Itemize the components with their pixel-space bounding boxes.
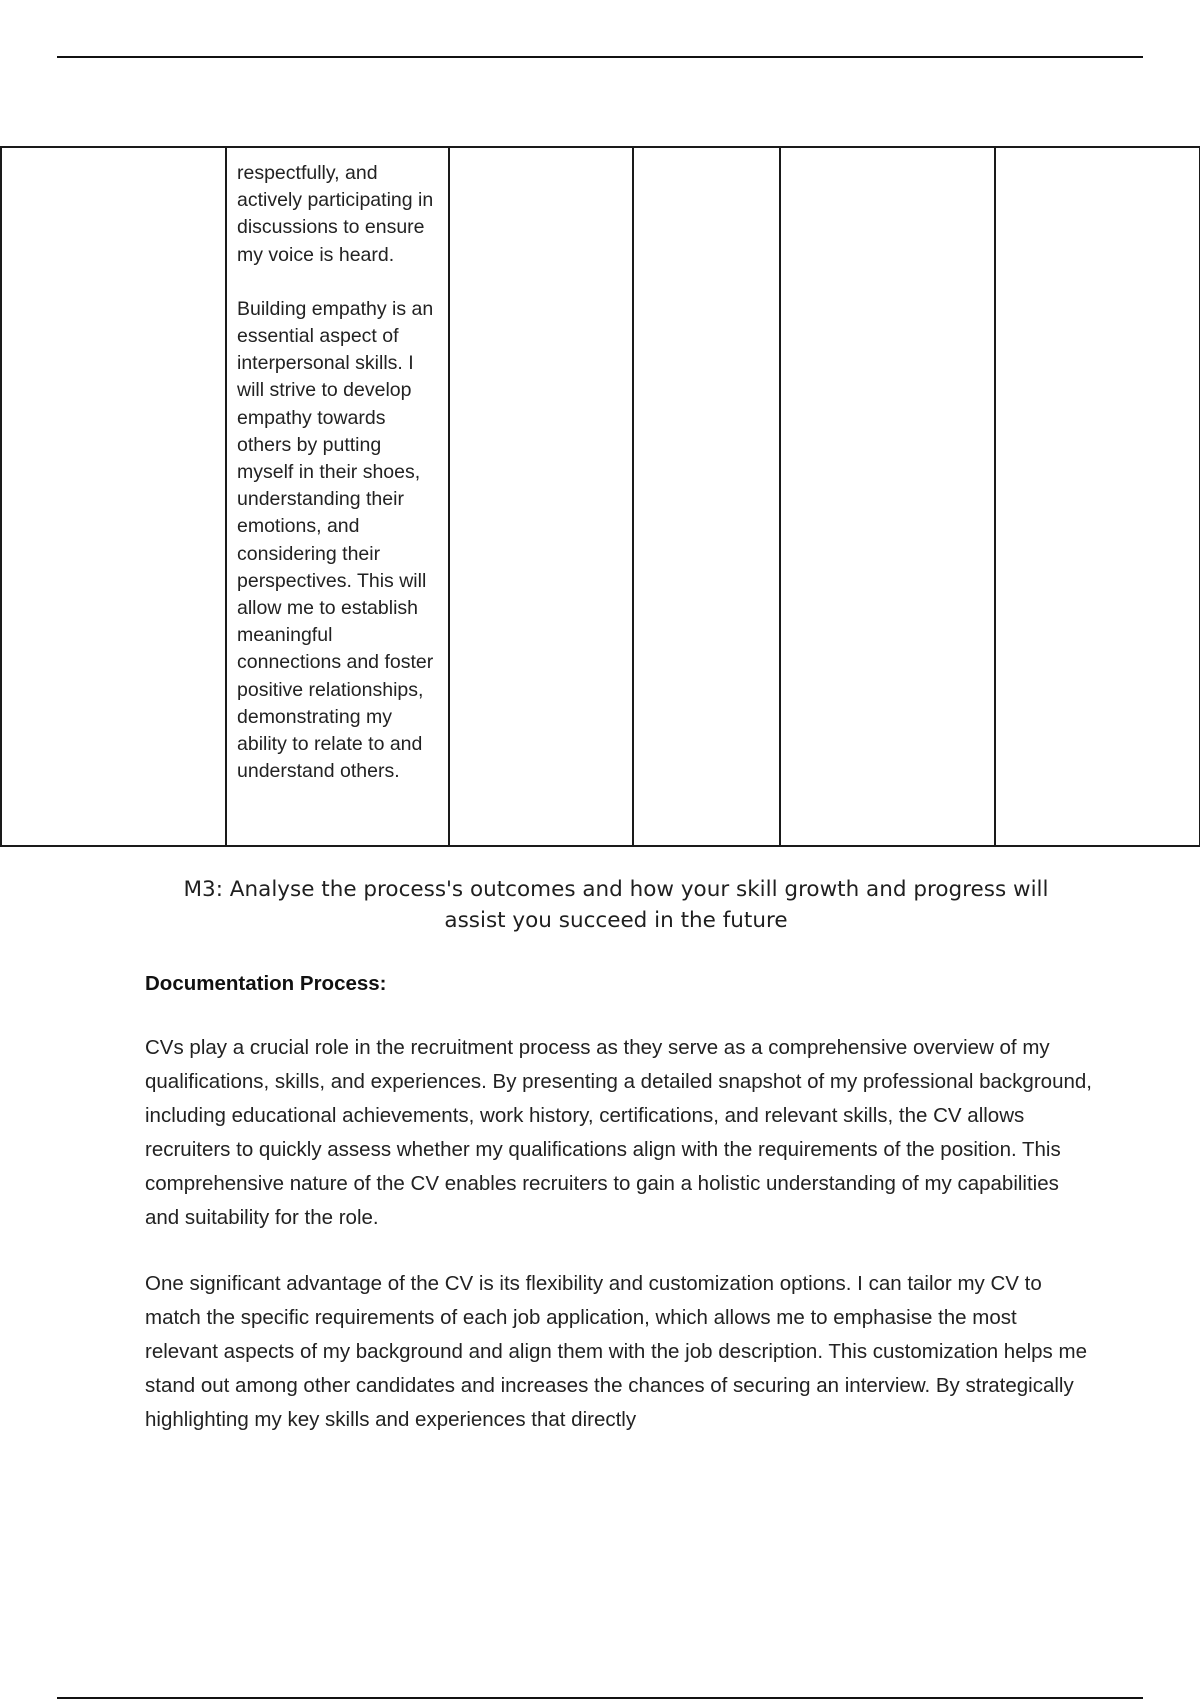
skills-table <box>0 146 1200 847</box>
table-cell-empty-3 <box>449 147 633 846</box>
table-cell-paragraph: Building empathy is an essential aspect of interpersonal skills. I will strive to develop empathy towards others by putting myself in their shoes, understanding their emotions, and considering their perspectives. This will allow me to establish meaningful connections and foster positive relationships, demonstrating my ability to relate to and understand others. <box>237 297 434 783</box>
table-row <box>1 147 1200 846</box>
section-heading: M3: Analyse the process's outcomes and how your skill growth and progress will assist you succeed in the future <box>183 877 1049 933</box>
table-cell-paragraph: respectfully, and actively participating in discussions to ensure my voice is heard. <box>237 162 434 266</box>
table-cell-text <box>226 147 449 846</box>
footer-rule <box>57 1697 1143 1699</box>
table-cell-empty-4 <box>633 147 780 846</box>
body-paragraph: CVs play a crucial role in the recruitment process as they serve as a comprehensive overview of my qualifications, skills, and experiences. By presenting a detailed snapshot of my professional background, including educational achievements, work history, certifications, and relevant skills, the CV allows recruiters to quickly assess whether my qualifications align with the requirements of the position. This comprehensive nature of the CV enables recruiters to gain a holistic understanding of my capabilities and suitability for the role. <box>145 1036 1092 1229</box>
header-rule <box>57 56 1143 58</box>
documentation-process-title: Documentation Process: <box>145 972 387 995</box>
table-cell-empty-5 <box>780 147 995 846</box>
body-paragraph: One significant advantage of the CV is its flexibility and customization options. I can tailor my CV to match the specific requirements of each job application, which allows me to emphasise the most relevant aspects of my background and align them with the job description. This customization helps me stand out among other candidates and increases the chances of securing an interview. By strategically highlighting my key skills and experiences that directly <box>145 1272 1087 1431</box>
table-cell-empty-1 <box>1 147 226 846</box>
table-cell-empty-6 <box>995 147 1200 846</box>
